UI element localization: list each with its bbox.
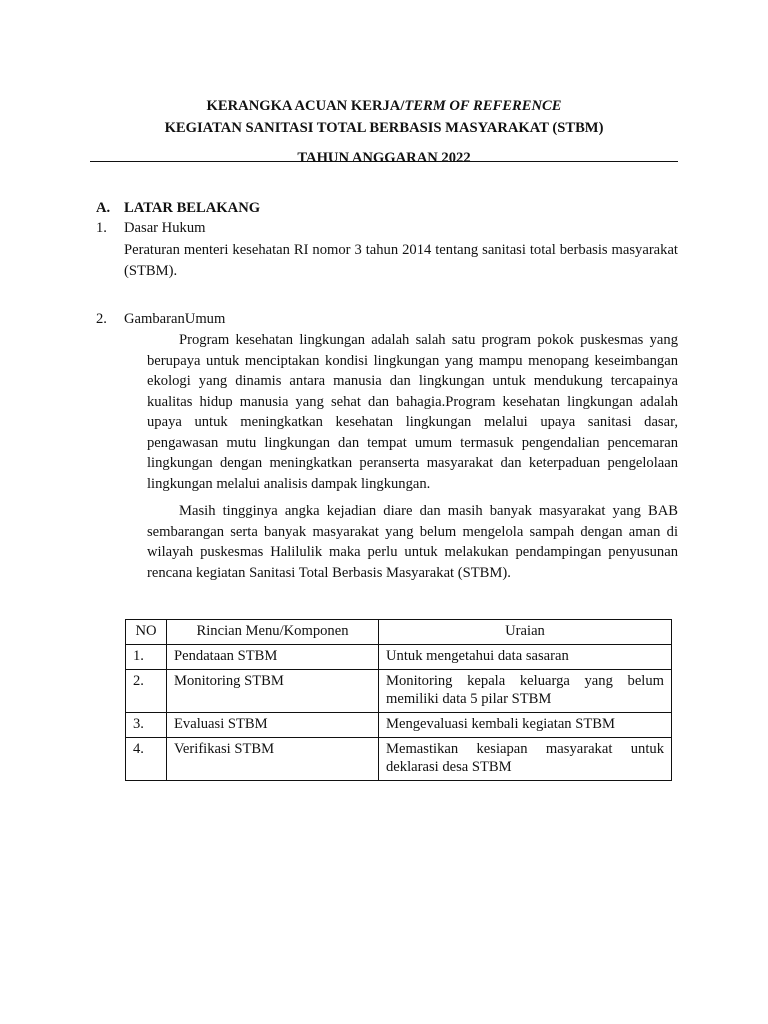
document-title-italic: TERM OF REFERENCE: [404, 98, 562, 114]
item-1-number: 1.: [96, 220, 107, 236]
table-cell-no: 1.: [126, 645, 167, 670]
section-a-title: LATAR BELAKANG: [124, 200, 261, 216]
table-header-uraian: Uraian: [379, 620, 672, 645]
section-a-heading: [96, 198, 678, 219]
table-cell-uraian: Monitoring kepala keluarga yang belum memiliki data 5 pilar STBM: [379, 670, 672, 713]
table-cell-uraian: Untuk mengetahui data sasaran: [379, 645, 672, 670]
table-cell-rincian: Evaluasi STBM: [167, 713, 379, 738]
table-row: [126, 713, 672, 738]
table-cell-uraian: Mengevaluasi kembali kegiatan STBM: [379, 713, 672, 738]
table-cell-uraian: Memastikan kesiapan masyarakat untuk deklarasi desa STBM: [379, 738, 672, 781]
item-1-title: Dasar Hukum: [124, 220, 206, 236]
item-2-number: 2.: [96, 311, 107, 327]
table-cell-no: 3.: [126, 713, 167, 738]
document-year: TAHUN ANGGARAN 2022: [297, 150, 471, 166]
table-row: [126, 738, 672, 781]
table-cell-rincian: Verifikasi STBM: [167, 738, 379, 781]
component-table: [125, 619, 672, 781]
table-header-no: NO: [126, 620, 167, 645]
section-a-marker: A.: [96, 200, 111, 216]
table-cell-no: 4.: [126, 738, 167, 781]
item-1-text: Peraturan menteri kesehatan RI nomor 3 tahun 2014 tentang sanitasi total berbasis masyarakat (STBM).: [124, 242, 678, 279]
header-divider: [90, 161, 678, 162]
document-title: KERANGKA ACUAN KERJA/TERM OF REFERENCE: [206, 98, 562, 114]
table-cell-rincian: Monitoring STBM: [167, 670, 379, 713]
table-cell-no: 2.: [126, 670, 167, 713]
item-2-paragraph-1: Program kesehatan lingkungan adalah salah satu program pokok puskesmas yang berupaya untuk menciptakan kondisi lingkungan yang mampu menopang keseimbangan ekologi yang dinamis antara manusia dan lingkungan untuk mendukung tercapainya kualitas hidup manusia yang sehat dan bahagia.Program kesehatan lingkungan adalah upaya untuk meningkatkan kesehatan lingkungan melalui upaya sanitasi dasar, pengawasan mutu lingkungan dan tempat umum termasuk pengendalian pencemaran lingkungan dengan meningkatkan peranserta masyarakat dan keterpaduan pengelolaan lingkungan melalui analisis dampak lingkungan.: [147, 332, 678, 492]
item-2-title: GambaranUmum: [124, 311, 226, 327]
document-header: [90, 96, 678, 168]
document-subtitle: KEGIATAN SANITASI TOTAL BERBASIS MASYARAKAT (STBM): [164, 120, 604, 136]
item-2-body: [147, 330, 678, 583]
table-row: [126, 670, 672, 713]
table-header-row: [126, 620, 672, 645]
item-2-paragraph-2: Masih tingginya angka kejadian diare dan masih banyak masyarakat yang BAB sembarangan serta banyak masyarakat yang belum mengelola sampah dengan aman di wilayah puskesmas Halilulik maka perlu untuk melakukan pendampingan penyusunan rencana kegiatan Sanitasi Total Berbasis Masyarakat (STBM).: [147, 503, 678, 581]
table-cell-rincian: Pendataan STBM: [167, 645, 379, 670]
table-header-rincian: Rincian Menu/Komponen: [167, 620, 379, 645]
table-row: [126, 645, 672, 670]
